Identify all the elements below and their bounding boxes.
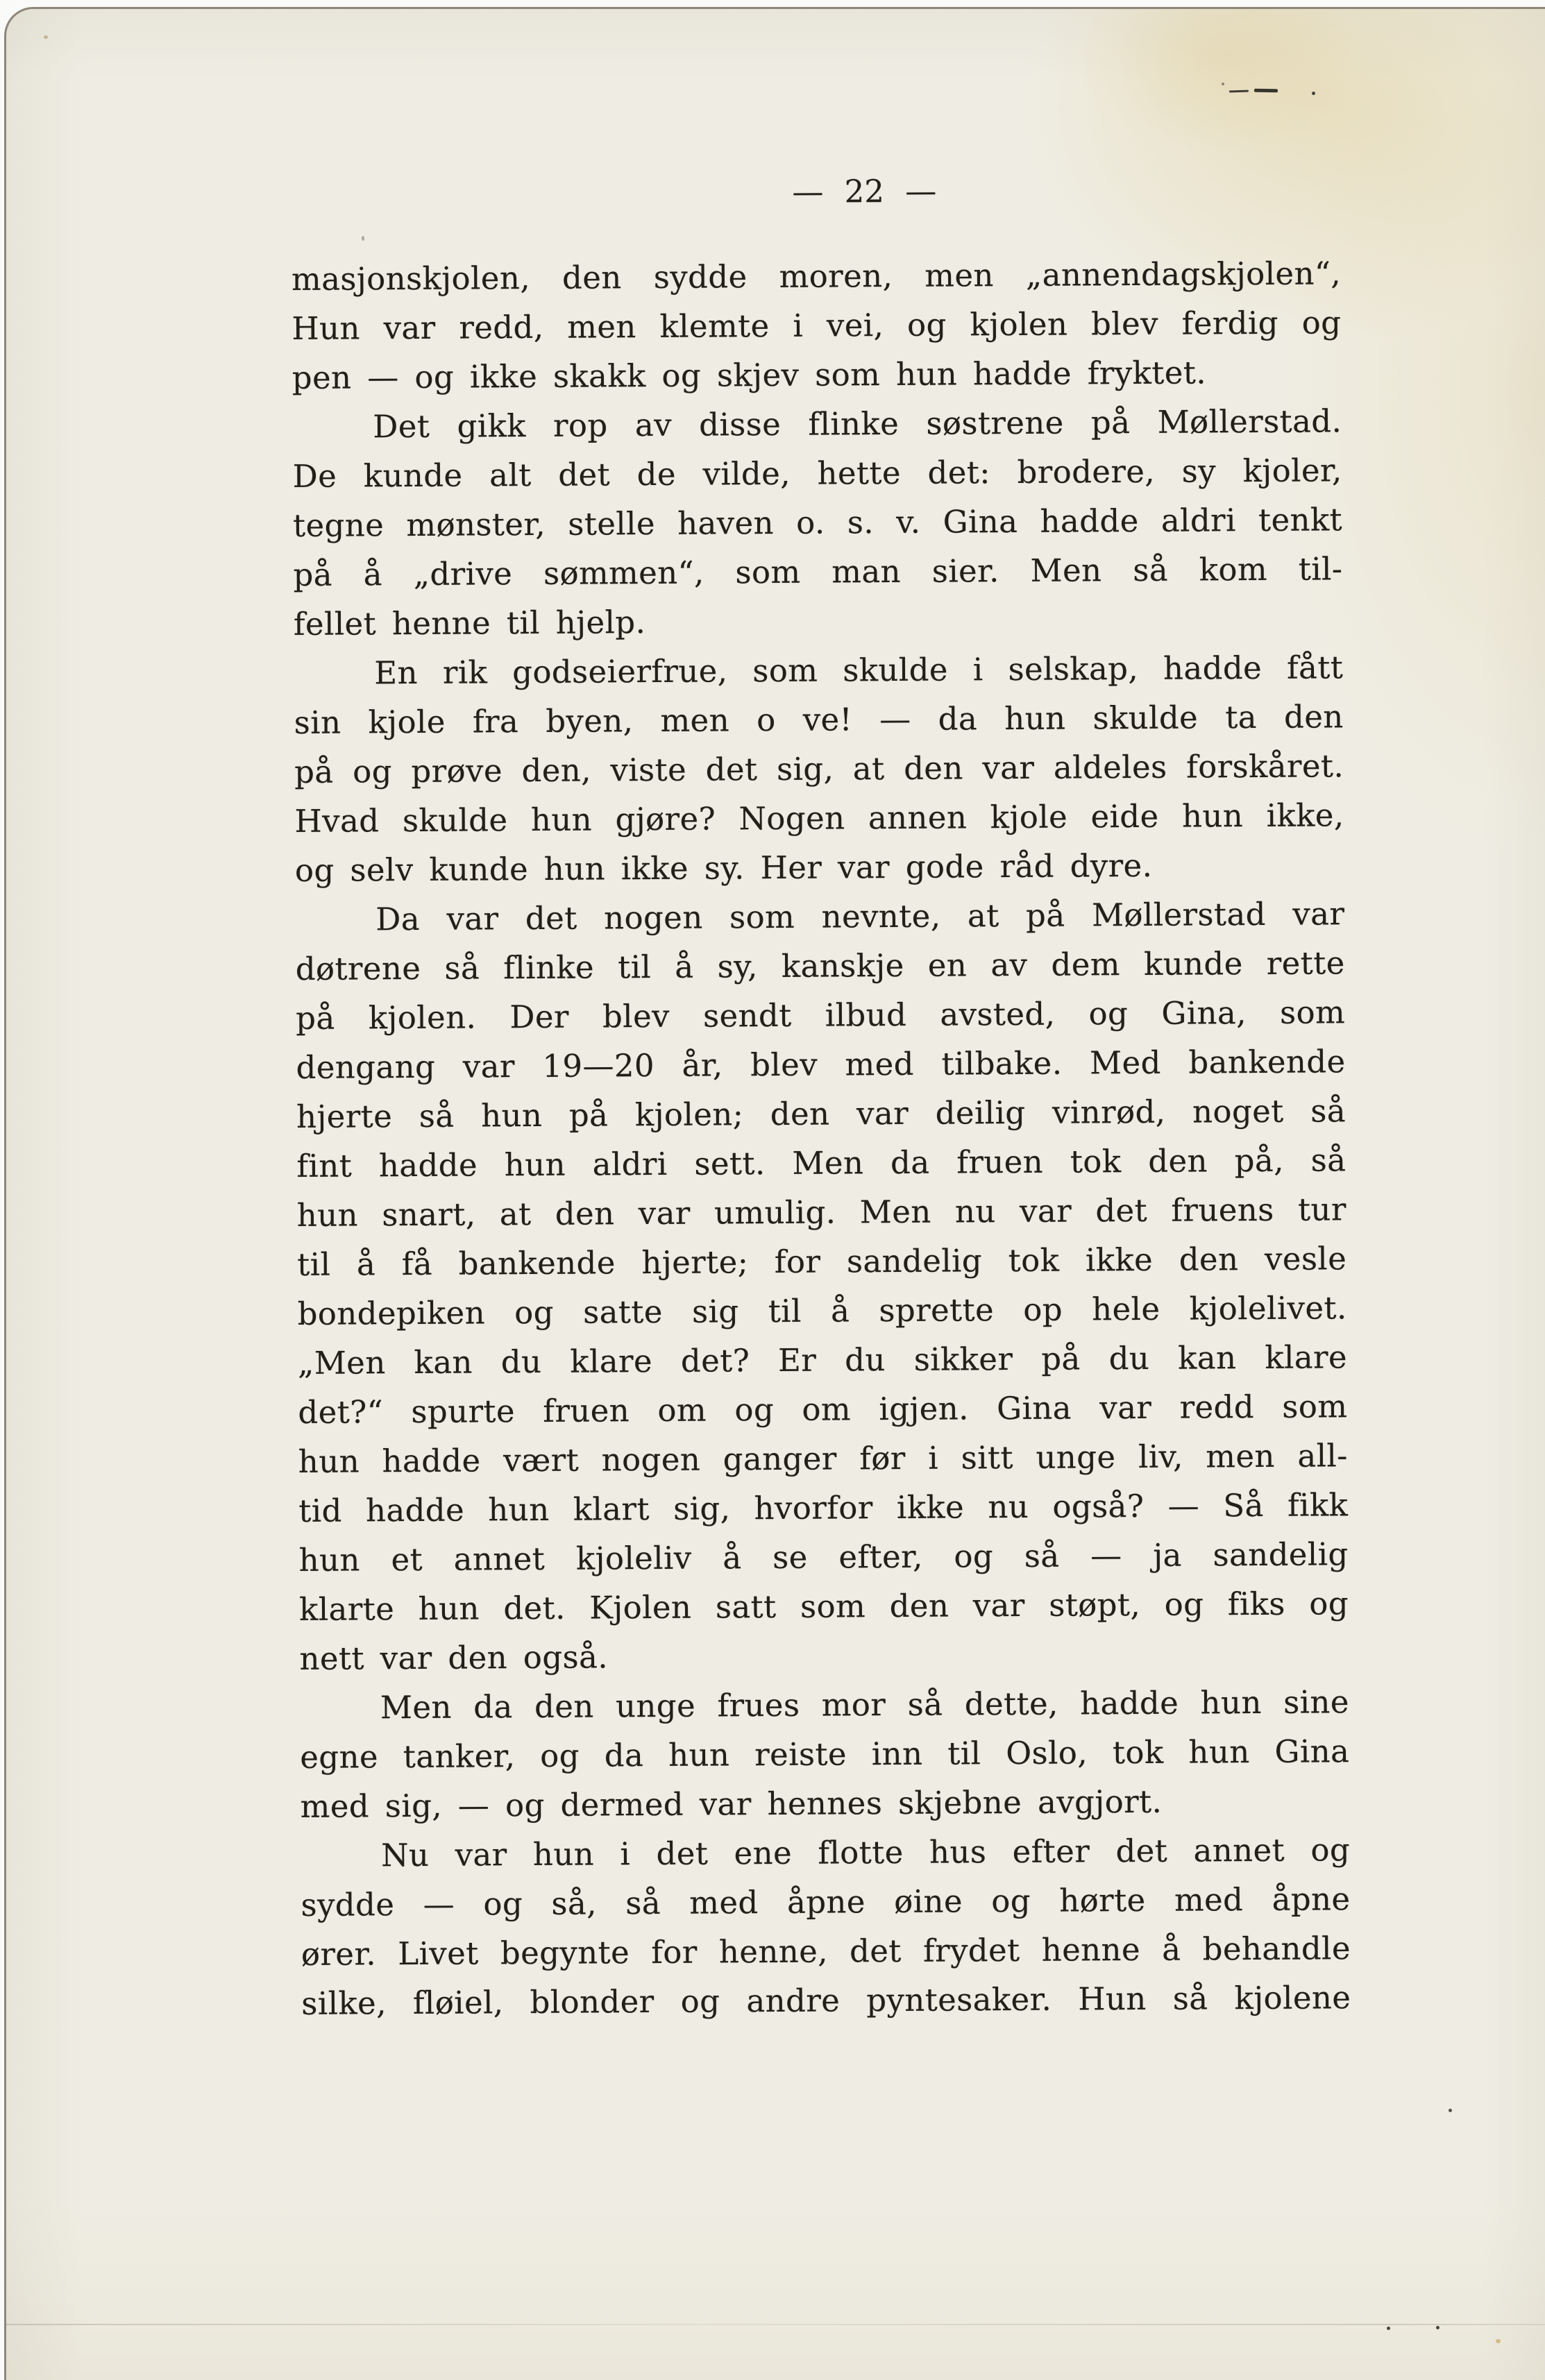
- text-line: med sig, — og dermed var hennes skjebne avgjort.: [300, 1783, 1163, 1825]
- text-line: fellet henne til hjelp.: [293, 604, 646, 643]
- text-line: egne tanker, og da hun reiste inn til Oslo, tok hun Gina: [300, 1733, 1350, 1776]
- text-line: silke, fløiel, blonder og andre pyntesaker. Hun så kjolene: [301, 1979, 1351, 2022]
- text-line: „Men kan du klare det? Er du sikker på du kan klare: [297, 1338, 1348, 1382]
- text-line: Men da den unge frues mor så dette, hadde hun sine: [380, 1683, 1350, 1726]
- text-line: pen — og ikke skakk og skjev som hun hadde fryktet.: [292, 354, 1207, 397]
- text-line: og selv kunde hun ikke sy. Her var gode råd dyre.: [294, 847, 1153, 890]
- text-line: Hvad skulde hun gjøre? Nogen annen kjole eide hun ikke,: [294, 797, 1344, 840]
- text-line: hun et annet kjoleliv å se efter, og så — ja sandelig: [298, 1536, 1349, 1579]
- text-line: tegne mønster, stelle haven o. s. v. Gina hadde aldri tenkt: [292, 501, 1343, 545]
- text-line: De kunde alt det de vilde, hette det: brodere, sy kjoler,: [292, 452, 1342, 495]
- text-line: sin kjole fra byen, men o ve! — da hun skulde ta den: [294, 698, 1344, 742]
- text-line: En rik godseierfrue, som skulde i selskap, hadde fått: [374, 649, 1344, 692]
- text-line: på og prøve den, viste det sig, at den var aldeles forskåret.: [294, 747, 1344, 791]
- text-line: døtrene så flinke til å sy, kanskje en av dem kunde rette: [295, 944, 1345, 988]
- paper-sheet: [4, 7, 1545, 2380]
- text-line: hjerte så hun på kjolen; den var deilig vinrød, noget så: [296, 1092, 1346, 1135]
- text-block: [292, 248, 1351, 2028]
- text-line: masjonskjolen, den sydde moren, men „annendagskjolen“,: [291, 255, 1342, 298]
- text-line: hun hadde vært nogen ganger før i sitt unge liv, men all-: [298, 1437, 1348, 1480]
- text-line: bondepiken og satte sig til å sprette op hele kjolelivet.: [297, 1289, 1347, 1332]
- text-line: hun snart, at den var umulig. Men nu var det fruens tur: [296, 1191, 1346, 1234]
- text-line: Da var det nogen som nevnte, at på Møllerstad var: [375, 895, 1345, 938]
- text-line: fint hadde hun aldri sett. Men da fruen tok den på, så: [296, 1141, 1346, 1184]
- text-line: på å „drive sømmen“, som man sier. Men så kom til-: [293, 550, 1343, 594]
- text-line: Det gikk rop av disse flinke søstrene på Møllerstad.: [373, 402, 1342, 445]
- text-line: til å få bankende hjerte; for sandelig tok ikke den vesle: [297, 1240, 1347, 1283]
- text-line: det?“ spurte fruen om og om igjen. Gina var redd som: [298, 1388, 1348, 1431]
- text-line: på kjolen. Der blev sendt ilbud avsted, og Gina, som: [296, 994, 1346, 1037]
- text-line: sydde — og så, så med åpne øine og hørte med åpne: [301, 1880, 1351, 1923]
- scan-tilt-wrapper: [0, 2, 1545, 2380]
- text-line: Hun var redd, men klemte i vei, og kjolen blev ferdig og: [292, 304, 1342, 348]
- text-line: klarte hun det. Kjolen satt som den var støpt, og fiks og: [298, 1585, 1349, 1628]
- text-line: Nu var hun i det ene flotte hus efter det annet og: [380, 1831, 1351, 1874]
- page-number: — 22 —: [792, 172, 937, 210]
- text-line: ører. Livet begynte for henne, det frydet henne å behandle: [301, 1930, 1351, 1973]
- text-line: dengang var 19—20 år, blev med tilbake. Med bankende: [296, 1043, 1346, 1087]
- text-line: tid hadde hun klart sig, hvorfor ikke nu også? — Så fikk: [298, 1486, 1349, 1529]
- text-line: nett var den også.: [299, 1638, 609, 1677]
